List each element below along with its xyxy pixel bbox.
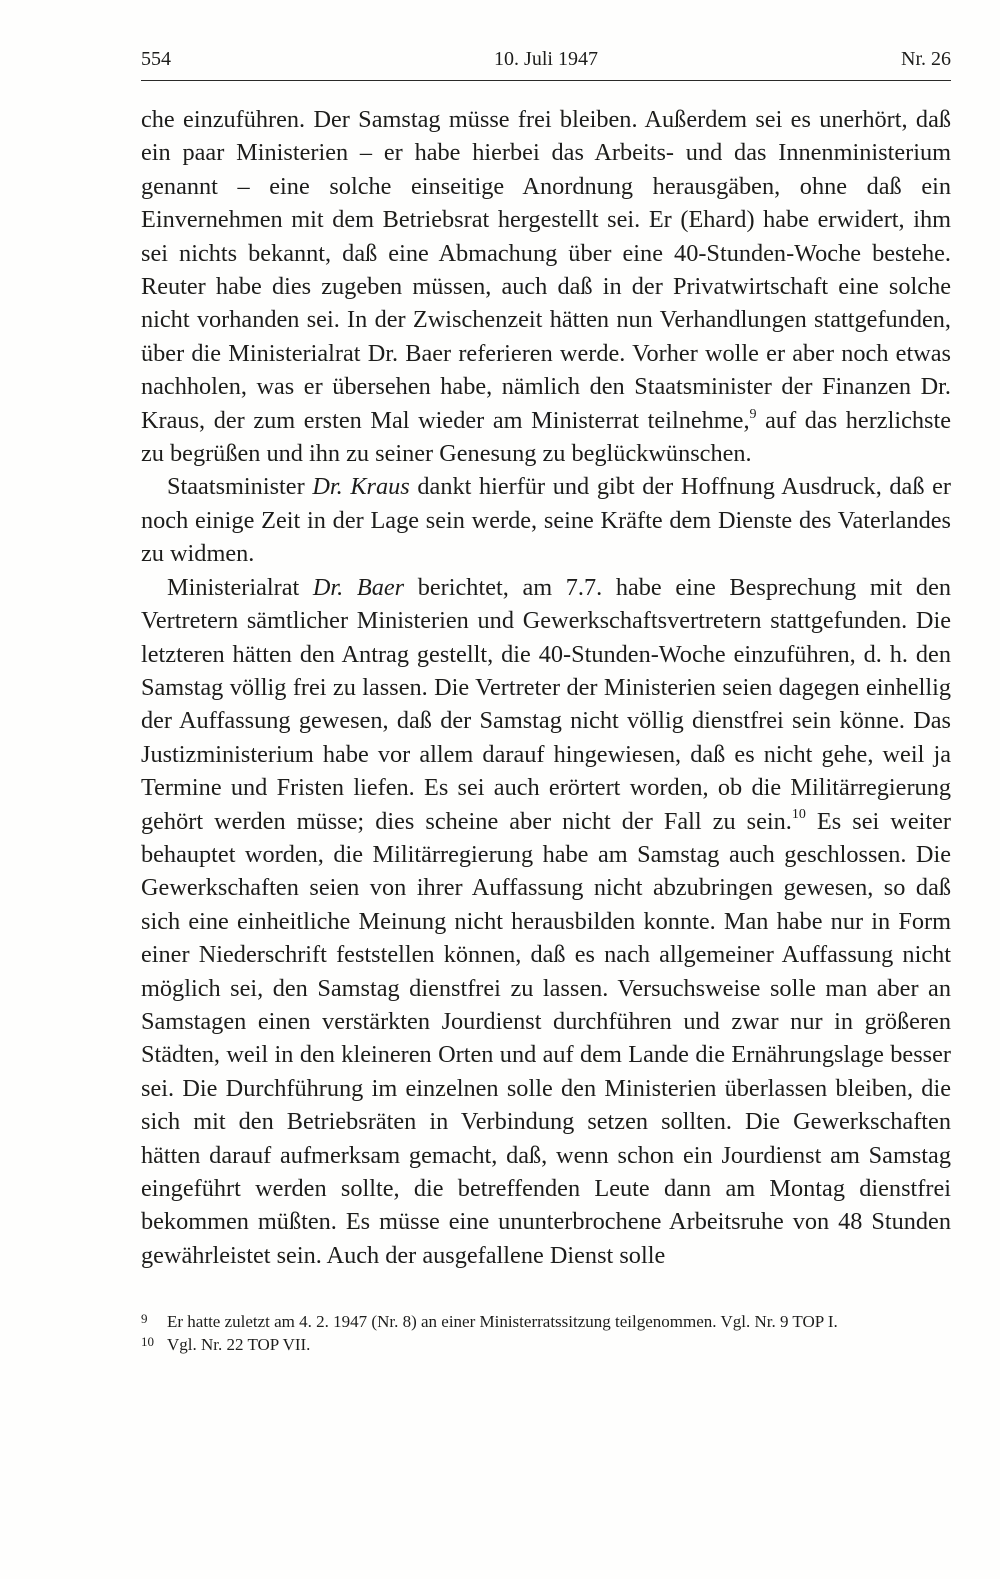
speaker-name: Dr. Kraus [312,473,410,501]
paragraph-baer [141,571,951,1273]
paragraph-text: Es sei weiter behauptet worden, die Militärregierung habe am Samstag auch geschlossen. Die Gewerkschaften seien von ihrer Auffassung nicht abzubringen gewesen, so daß sich eine einheitliche Meinung nicht herausbilden konnte. Man habe nur in Form einer Niederschrift feststellen können, daß es nach allgemeiner Auffassung nicht möglich sei, den Samstag dienstfrei zu lassen. Versuchsweise solle man aber an Samstagen einen verstärkten Jourdienst durchführen und zwar nur in größeren Städten, weil in den kleineren Orten und auf dem Lande die Ernährungslage besser sei. Die Durchführung im einzelnen solle den Ministerien überlassen bleiben, die sich mit den Betriebsräten in Verbindung setzen sollten. Die Gewerkschaften hätten darauf aufmerksam gemacht, daß, wenn schon ein Jourdienst am Samstag eingeführt werden sollte, die betreffenden Leute dann am Montag dienstfrei bekommen müßten. Es müsse eine ununterbrochene Arbeitsruhe von 48 Stunden gewährleistet sein. Auch der ausgefallene Dienst solle [141,807,951,1269]
paragraph-text: auf das herzlichste zu begrüßen und ihn zu seiner Genesung zu beglückwünschen. [141,406,951,468]
footnotes [141,1310,951,1356]
main-text [141,103,951,1272]
paragraph-text: che einzuführen. Der Samstag müsse frei bleiben. Außerdem sei es unerhört, daß ein paar Ministerien – er habe hierbei das Arbeits- und das Innenministerium genannt – eine solche einseitige Anordnung herausgäben, ohne daß ein Einvernehmen mit dem Betriebsrat hergestellt sei. Er (Ehard) habe erwidert, ihm sei nichts bekannt, daß eine Abmachung über eine 40-Stunden-Woche bestehe. Reuter habe dies zugeben müssen, auch daß in der Privatwirtschaft eine solche nicht vorhanden sei. In der Zwischenzeit hätten nun Verhandlungen stattgefunden, über die Ministerialrat Dr. Baer referieren werde. Vorher wolle er aber noch etwas nachholen, was er übersehen habe, nämlich den Staatsminister der Finanzen Dr. Kraus, der zum ersten Mal wieder am Ministerrat teilnehme, [141,106,951,434]
speaker-title: Staatsminister [167,473,313,501]
footnote-text: Vgl. Nr. 22 TOP VII. [167,1335,311,1354]
footnote [141,1310,951,1333]
running-header [141,46,951,81]
footnote-mark: 9 [141,1311,148,1326]
footnote-text: Er hatte zuletzt am 4. 2. 1947 (Nr. 8) an einer Ministerratssitzung teilgenommen. Vgl. Nr. 9 TOP I. [167,1312,838,1331]
paragraph-continuation [141,103,951,470]
paragraph-text: berichtet, am 7.7. habe eine Besprechung mit den Vertretern sämtlicher Ministerien und Gewerkschaftsvertretern stattgefunden. Die letzteren hätten den Antrag gestellt, die 40-Stunden-Woche einzuführen, d. h. den Samstag völlig frei zu lassen. Die Vertreter der Ministerien seien dagegen einhellig der Auffassung gewesen, daß der Samstag nicht völlig dienstfrei sein könne. Das Justizministerium habe vor allem darauf hingewiesen, daß es nicht gehe, weil ja Termine und Fristen liefen. Es sei auch erörtert worden, ob die Militärregierung gehört werden müsse; dies scheine aber nicht der Fall zu sein. [141,573,951,835]
paragraph-text: dankt hierfür und gibt der Hoffnung Ausdruck, daß er noch einige Zeit in der Lage sein werde, seine Kräfte dem Dienste des Vaterlandes zu widmen. [141,473,951,568]
footnote-reference: 10 [791,807,806,823]
document-number: Nr. 26 [901,48,951,70]
page-number: 554 [141,48,171,70]
paragraph-kraus [141,470,951,570]
speaker-title: Ministerialrat [167,573,313,601]
footnote-reference: 9 [749,406,757,422]
footnote-mark: 10 [141,1334,154,1349]
header-date: 10. Juli 1947 [494,48,598,70]
speaker-name: Dr. Baer [312,573,405,601]
footnote [141,1333,951,1356]
